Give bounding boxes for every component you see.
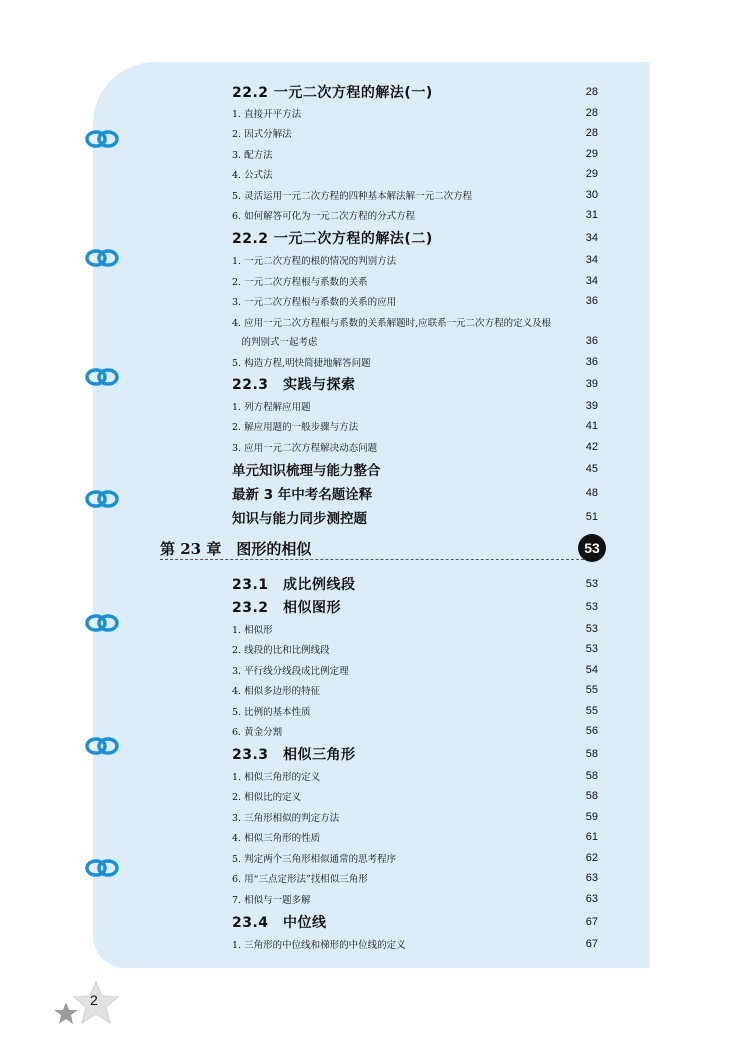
toc-page: 31 [585, 209, 598, 221]
toc-title: 3. 三角形相似的判定方法 [232, 813, 340, 824]
toc-page: 30 [585, 189, 598, 201]
binder-ring-icon [82, 128, 122, 150]
toc-item[interactable] [232, 786, 598, 806]
toc-page: 58 [585, 770, 598, 782]
toc-section[interactable] [232, 912, 598, 932]
toc-item[interactable] [232, 312, 598, 332]
toc-title: 22.2 一元二次方程的解法(二) [232, 231, 433, 247]
toc-item[interactable] [232, 144, 598, 164]
toc-section[interactable] [232, 744, 598, 764]
toc-page: 39 [585, 400, 598, 412]
toc-item[interactable] [232, 889, 598, 909]
toc-page: 36 [585, 356, 598, 368]
toc-item[interactable] [232, 660, 598, 680]
toc-title: 最新 3 年中考名题诠释 [232, 487, 373, 503]
toc-page: 58 [585, 748, 598, 760]
toc-title: 23.2 相似图形 [232, 600, 342, 616]
toc-page: 53 [585, 643, 598, 655]
toc-title: 3. 平行线分线段成比例定理 [232, 666, 349, 677]
toc-item[interactable] [232, 619, 598, 639]
toc-item[interactable] [232, 848, 598, 868]
chapter-page-badge: 53 [578, 534, 606, 562]
toc-page: 62 [585, 852, 598, 864]
toc-item[interactable] [232, 721, 598, 741]
toc-section[interactable] [232, 574, 598, 594]
toc-title: 23.4 中位线 [232, 915, 327, 931]
toc-page: 63 [585, 872, 598, 884]
toc-item[interactable] [232, 934, 598, 954]
toc-page: 63 [585, 893, 598, 905]
toc-title: 4. 相似多边形的特征 [232, 686, 321, 697]
toc-section[interactable] [232, 597, 598, 617]
toc-title: 23.1 成比例线段 [232, 577, 356, 593]
toc-page: 53 [585, 578, 598, 590]
toc-title: 1. 相似三角形的定义 [232, 772, 321, 783]
toc-page: 45 [585, 463, 598, 475]
toc-title: 22.3 实践与探索 [232, 377, 356, 393]
toc-page: 34 [585, 254, 598, 266]
toc-item[interactable] [232, 205, 598, 225]
toc-section[interactable] [232, 82, 598, 102]
toc-item[interactable] [232, 271, 598, 291]
toc-item[interactable] [232, 807, 598, 827]
binder-ring-icon [82, 735, 122, 757]
toc-item[interactable] [232, 185, 598, 205]
toc-page: 61 [585, 831, 598, 843]
toc-title: 1. 相似形 [232, 625, 273, 636]
toc-title: 22.2 一元二次方程的解法(一) [232, 85, 433, 101]
star-icon [52, 980, 122, 1030]
toc-item[interactable] [232, 701, 598, 721]
toc-item[interactable] [232, 123, 598, 143]
toc-page: 28 [585, 127, 598, 139]
toc-page: 51 [585, 511, 598, 523]
chapter-heading[interactable] [160, 533, 606, 563]
toc-page: 59 [585, 811, 598, 823]
toc-title: 5. 构造方程,明快简捷地解答问题 [232, 358, 371, 369]
toc-page: 29 [585, 148, 598, 160]
page-footer [52, 980, 122, 1030]
toc-title: 5. 判定两个三角形相似通常的思考程序 [232, 854, 397, 865]
toc-title: 2. 相似比的定义 [232, 792, 302, 803]
toc-title: 1. 列方程解应用题 [232, 402, 311, 413]
toc-page: 34 [585, 275, 598, 287]
toc-title: 4. 相似三角形的性质 [232, 833, 321, 844]
toc-unit[interactable] [232, 507, 598, 527]
toc-item[interactable] [232, 331, 598, 351]
toc-title: 知识与能力同步测控题 [232, 511, 367, 527]
toc-title: 2. 解应用题的一般步骤与方法 [232, 422, 359, 433]
toc-page: 28 [585, 86, 598, 98]
toc-item[interactable] [232, 250, 598, 270]
toc-page: 36 [585, 295, 598, 307]
toc-page: 48 [585, 487, 598, 499]
binder-ring-icon [82, 488, 122, 510]
toc-page: 58 [585, 790, 598, 802]
toc-title: 6. 黄金分割 [232, 727, 283, 738]
toc-title: 3. 配方法 [232, 150, 273, 161]
toc-page: 42 [585, 441, 598, 453]
toc-page: 36 [585, 335, 598, 347]
toc-title: 2. 因式分解法 [232, 129, 292, 140]
page-number: 2 [90, 992, 98, 1008]
toc-item[interactable] [232, 164, 598, 184]
toc-item[interactable] [232, 766, 598, 786]
toc-item[interactable] [232, 868, 598, 888]
toc-item[interactable] [232, 352, 598, 372]
toc-title: 1. 三角形的中位线和梯形的中位线的定义 [232, 940, 406, 951]
toc-page: 34 [585, 232, 598, 244]
toc-title: 7. 相似与一题多解 [232, 895, 311, 906]
chapter-title: 第 23 章 图形的相似 [160, 540, 312, 558]
toc-title: 2. 线段的比和比例线段 [232, 645, 330, 656]
toc-item[interactable] [232, 103, 598, 123]
toc-page: 55 [585, 705, 598, 717]
toc-page: 55 [585, 684, 598, 696]
toc-item[interactable] [232, 416, 598, 436]
toc-page: 67 [585, 916, 598, 928]
toc-title: 6. 用“三点定形法”找相似三角形 [232, 874, 368, 885]
toc-unit[interactable] [232, 459, 598, 479]
binder-ring-icon [82, 366, 122, 388]
chapter-divider [160, 559, 584, 560]
toc-item[interactable] [232, 437, 598, 457]
toc-title: 的判别式一起考虑 [232, 337, 318, 348]
toc-title: 6. 如何解答可化为一元二次方程的分式方程 [232, 211, 416, 222]
binder-ring-icon [82, 612, 122, 634]
toc-title: 2. 一元二次方程根与系数的关系 [232, 277, 368, 288]
toc-section[interactable] [232, 228, 598, 248]
toc-page: 54 [585, 664, 598, 676]
toc-title: 单元知识梳理与能力整合 [232, 463, 381, 479]
toc-page: 67 [585, 938, 598, 950]
toc-unit[interactable] [232, 483, 598, 503]
toc-page: 41 [585, 420, 598, 432]
toc-title: 4. 公式法 [232, 170, 273, 181]
toc-title: 5. 比例的基本性质 [232, 707, 311, 718]
toc-page: 39 [585, 378, 598, 390]
toc-title: 3. 应用一元二次方程解决动态问题 [232, 443, 378, 454]
toc-title: 1. 一元二次方程的根的情况的判别方法 [232, 256, 397, 267]
toc-title: 23.3 相似三角形 [232, 747, 356, 763]
toc-page: 29 [585, 168, 598, 180]
toc-title: 4. 应用一元二次方程根与系数的关系解题时,应联系一元二次方程的定义及根 [232, 318, 552, 329]
binder-ring-icon [82, 247, 122, 269]
toc-item[interactable] [232, 291, 598, 311]
toc-title: 3. 一元二次方程根与系数的关系的应用 [232, 297, 397, 308]
toc-title: 5. 灵活运用一元二次方程的四种基本解法解一元二次方程 [232, 191, 473, 202]
toc-item[interactable] [232, 639, 598, 659]
toc-title: 1. 直接开平方法 [232, 109, 302, 120]
toc-item[interactable] [232, 396, 598, 416]
binder-ring-icon [82, 857, 122, 879]
toc-section[interactable] [232, 374, 598, 394]
toc-page: 28 [585, 107, 598, 119]
toc-page: 53 [585, 601, 598, 613]
toc-item[interactable] [232, 680, 598, 700]
toc-page: 53 [585, 623, 598, 635]
toc-item[interactable] [232, 827, 598, 847]
toc-page: 56 [585, 725, 598, 737]
